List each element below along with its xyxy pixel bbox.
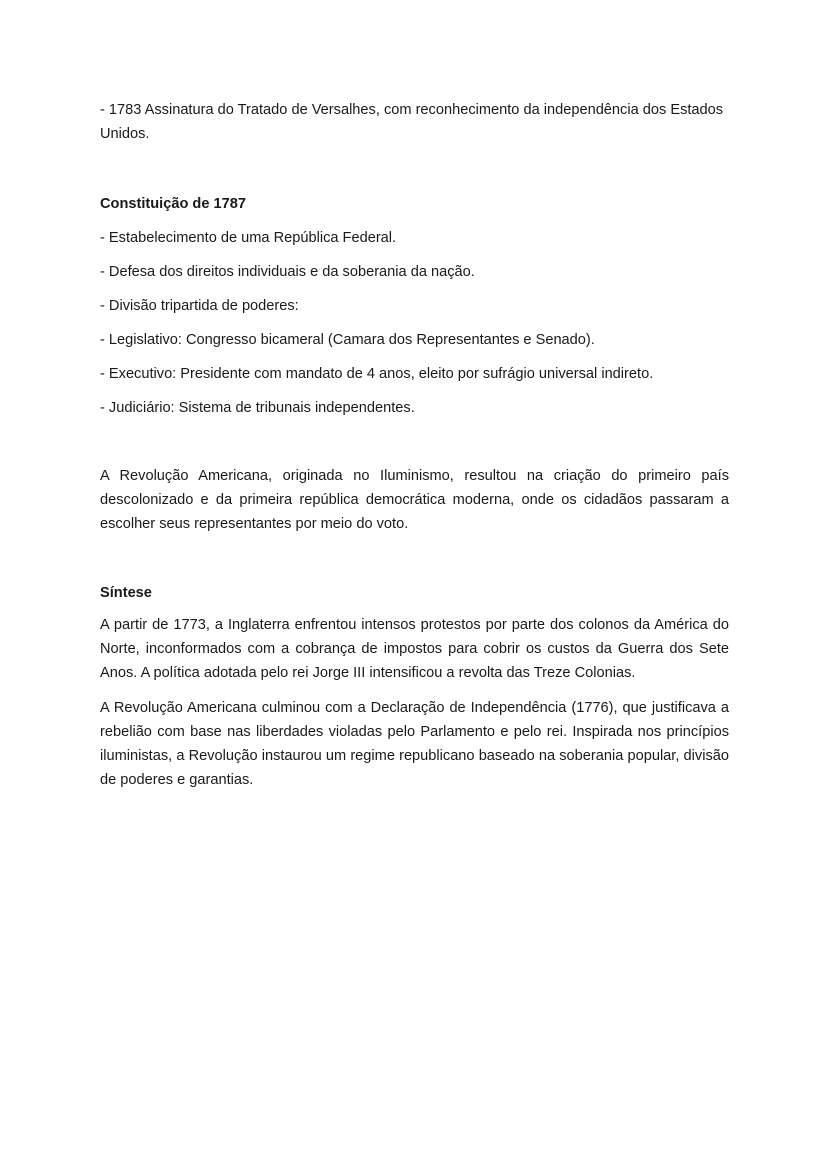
list-item: - Estabelecimento de uma República Federal. — [100, 230, 397, 246]
sintese-paragraph-2: A Revolução Americana culminou com a Declaração de Independência (1776), que justificava a rebelião com base nas liberdades violadas pelo Parlamento e pelo rei. Inspirada nos princípios iluministas, a Revolução instaurou um regime republicano baseado na soberania popular, divisão de poderes e garantias. — [100, 700, 729, 788]
list-item: - Defesa dos direitos individuais e da soberania da nação. — [100, 264, 475, 280]
document-page — [100, 98, 729, 792]
list-item: - Divisão tripartida de poderes: — [100, 298, 299, 314]
constituicao-list — [100, 226, 729, 420]
list-item: - Executivo: Presidente com mandato de 4 anos, eleito por sufrágio universal indireto. — [100, 366, 654, 382]
list-item: - Legislativo: Congresso bicameral (Camara dos Representantes e Senado). — [100, 332, 595, 348]
list-item: - Judiciário: Sistema de tribunais independentes. — [100, 400, 415, 416]
sintese-heading: Síntese — [100, 585, 152, 601]
constituicao-heading: Constituição de 1787 — [100, 196, 246, 212]
conclusion-paragraph: A Revolução Americana, originada no Iluminismo, resultou na criação do primeiro país descolonizado e da primeira república democrática moderna, onde os cidadãos passaram a escolher seus representantes por meio do voto. — [100, 468, 729, 532]
sintese-paragraph-1: A partir de 1773, a Inglaterra enfrentou intensos protestos por parte dos colonos da América do Norte, inconformados com a cobrança de impostos para cobrir os custos da Guerra dos Sete Anos. A política adotada pelo rei Jorge III intensificou a revolta das Treze Colonias. — [100, 617, 729, 681]
intro-paragraph: - 1783 Assinatura do Tratado de Versalhes, com reconhecimento da independência dos Estados Unidos. — [100, 102, 724, 142]
